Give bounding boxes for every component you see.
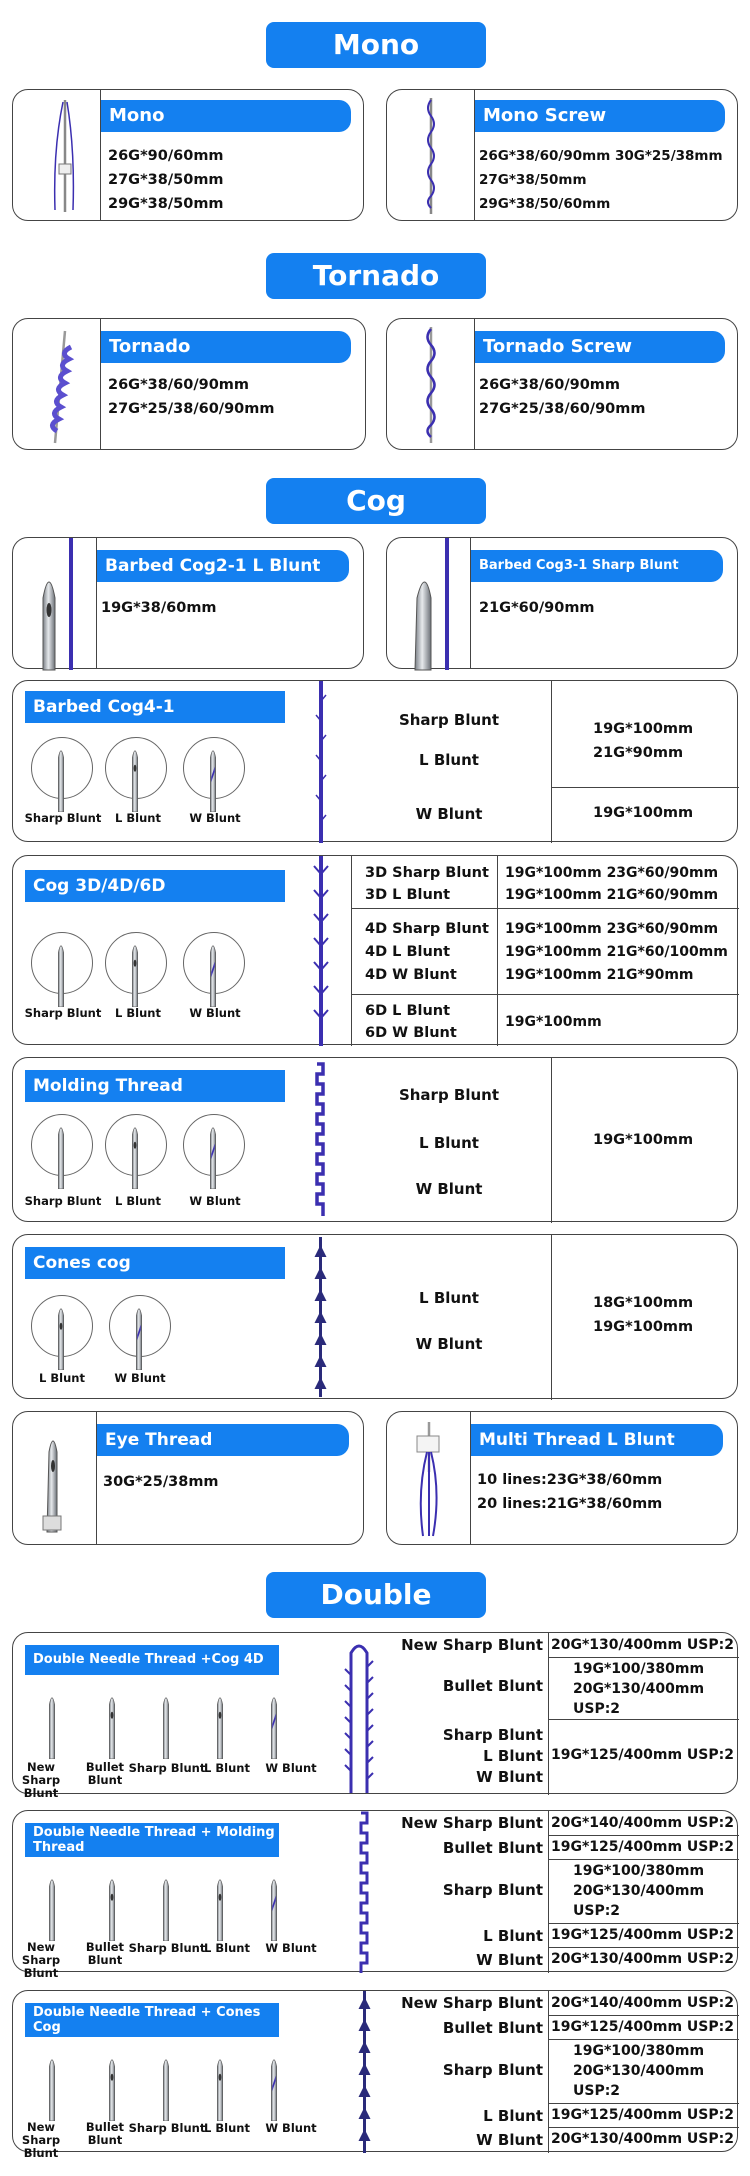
spec-line: 19G*100mm 23G*60/90mm <box>505 921 719 937</box>
type-w-blunt: W Blunt <box>476 1951 543 1969</box>
double-needle-molding-card <box>12 1810 738 1980</box>
spec-line: 20G*140/400mm USP:2 <box>551 1995 734 2011</box>
tornado-screw-spec-list <box>479 373 645 421</box>
multi-thread-card <box>386 1411 738 1545</box>
tip-caption: Sharp Blunt <box>24 811 102 825</box>
tip-caption: W Blunt <box>265 1941 317 1955</box>
tip-caption: W Blunt <box>189 1194 241 1208</box>
type-name: 3D Sharp Blunt <box>365 865 489 881</box>
needle-tip-icon <box>106 933 168 995</box>
type-name: 4D Sharp Blunt <box>365 921 489 937</box>
tip-caption: New Sharp Blunt <box>21 1940 61 1980</box>
needle-tip-icon <box>106 738 168 800</box>
molding-thread-icon <box>309 1062 333 1222</box>
spec-line: 19G*100/380mm <box>573 1661 705 1677</box>
cog4d-row-names <box>365 918 489 987</box>
spec-line: 19G*125/400mm USP:2 <box>551 1747 734 1763</box>
divider <box>351 994 739 995</box>
cog4d-row-specs <box>505 918 728 987</box>
needle-tips-row <box>31 1871 283 1941</box>
double-needle-cog4d-label: Double Needle Thread +Cog 4D <box>25 1645 279 1675</box>
barbed-cog31-needle-icon <box>387 538 471 670</box>
molding-tip-l <box>105 1114 167 1176</box>
mono-thread-icon <box>13 90 101 222</box>
double-needle-cog4d-card <box>12 1632 738 1800</box>
cog-3d4d6d-card <box>12 855 738 1045</box>
tip-caption: Bullet Blunt <box>85 2120 125 2147</box>
type-w-blunt: W Blunt <box>415 1335 483 1353</box>
spec-line: 29G*38/50/60mm <box>479 196 611 212</box>
mono-screw-spec-list <box>479 144 723 216</box>
cones-cog-label: Cones cog <box>25 1247 285 1279</box>
spec-line: USP:2 <box>573 1701 621 1717</box>
tip-caption: Sharp Blunt <box>24 1194 102 1208</box>
divider <box>548 1719 739 1720</box>
divider <box>548 2127 739 2128</box>
needle-tip-icon <box>32 933 94 995</box>
barbed-thread-icon <box>313 681 329 843</box>
type-l-blunt: L Blunt <box>419 1289 479 1307</box>
multi-thread-spec-list <box>477 1468 662 1516</box>
divider <box>548 1947 739 1948</box>
spec-line: 29G*38/50mm <box>108 196 224 212</box>
tornado-label: Tornado <box>101 331 351 363</box>
needle-tips-row <box>31 2051 283 2121</box>
spec-line: USP:2 <box>573 2083 621 2099</box>
section-title-mono: Mono <box>266 22 486 68</box>
eye-thread-spec: 30G*25/38mm <box>103 1474 219 1490</box>
tip-caption: W Blunt <box>189 811 241 825</box>
mono-screw-card <box>386 89 738 221</box>
mono-screw-label: Mono Screw <box>475 100 725 132</box>
tip-caption: W Blunt <box>114 1371 166 1385</box>
tip-caption: Sharp Blunt <box>128 2121 206 2135</box>
eye-thread-needle-icon <box>13 1412 97 1546</box>
tornado-thread-icon <box>13 319 101 451</box>
cones-tip-w <box>109 1295 171 1357</box>
type-bullet-blunt: Bullet Blunt <box>442 1839 543 1857</box>
spec-line: 19G*100/380mm <box>573 2043 705 2059</box>
tip-caption: New Sharp Blunt <box>21 2120 61 2160</box>
cog3d-tip-sharp <box>31 932 93 994</box>
multi-thread-image <box>387 1412 471 1544</box>
tip-caption: W Blunt <box>189 1006 241 1020</box>
barbed-cog41-label: Barbed Cog4-1 <box>25 691 285 723</box>
eye-thread-label: Eye Thread <box>97 1424 349 1456</box>
spec-line: 26G*38/60/90mm <box>479 377 621 393</box>
spec-line: 20G*130/400mm <box>573 2063 705 2079</box>
barbed-cog31-card <box>386 537 738 669</box>
type-new-sharp-blunt: New Sharp Blunt <box>401 1814 543 1832</box>
molding-tip-w <box>183 1114 245 1176</box>
grouped-type-names <box>353 1725 543 1788</box>
barbed-cog31-spec: 21G*60/90mm <box>479 600 595 616</box>
spec-line: 19G*100mm <box>593 1319 694 1335</box>
type-sharp-blunt: Sharp Blunt <box>398 1086 500 1104</box>
tip-caption: L Blunt <box>115 1194 161 1208</box>
needle-tip-icon <box>184 933 246 995</box>
spec-line: USP:2 <box>573 1903 621 1919</box>
divider <box>497 856 498 1046</box>
spec-line: 18G*100mm <box>593 1295 694 1311</box>
divider <box>351 908 739 909</box>
type-name: 6D W Blunt <box>365 1025 457 1041</box>
type-l-blunt: L Blunt <box>483 2107 543 2125</box>
type-new-sharp-blunt: New Sharp Blunt <box>401 1636 543 1654</box>
mono-screw-thread-icon <box>387 90 475 222</box>
tip-caption: L Blunt <box>204 1761 250 1775</box>
divider <box>548 2103 739 2104</box>
type-sharp-blunt: Sharp Blunt <box>442 2061 543 2079</box>
molding-spec: 19G*100mm <box>593 1132 694 1148</box>
spec-line: 20G*140/400mm USP:2 <box>551 1815 734 1831</box>
type-w-blunt: W Blunt <box>415 805 483 823</box>
tip-caption: W Blunt <box>265 2121 317 2135</box>
type-new-sharp-blunt: New Sharp Blunt <box>401 1994 543 2012</box>
divider <box>548 1657 739 1658</box>
cones-tip-l <box>31 1295 93 1357</box>
needle-tip-icon <box>184 1115 246 1177</box>
tip-caption: Sharp Blunt <box>24 1006 102 1020</box>
spec-line: 26G*38/60/90mm 30G*25/38mm <box>479 148 723 164</box>
multi-thread-label: Multi Thread L Blunt <box>471 1424 723 1456</box>
sharp-spec-list <box>573 2041 704 2101</box>
spec-line: 19G*100mm 21G*60/100mm <box>505 944 728 960</box>
eye-thread-card <box>12 1411 364 1545</box>
mono-card <box>12 89 364 221</box>
mono-image <box>13 90 101 220</box>
type-w-blunt: W Blunt <box>476 2131 543 2149</box>
cog3d-row-names <box>365 862 489 906</box>
spec-line: 20G*130/400mm USP:2 <box>551 1951 734 1967</box>
tip-caption: Bullet Blunt <box>85 1940 125 1967</box>
cog-3d-thread-icon <box>311 856 331 1046</box>
barbed-cog41-spec2: 19G*100mm <box>593 805 694 821</box>
type-name: 4D W Blunt <box>365 967 457 983</box>
molding-tip-sharp <box>31 1114 93 1176</box>
type-name: W Blunt <box>476 1768 543 1786</box>
type-l-blunt: L Blunt <box>419 751 479 769</box>
bullet-spec-list <box>573 1659 704 1719</box>
cog6d-row-spec: 19G*100mm <box>505 1014 602 1030</box>
cones-thread-icon <box>309 1237 333 1397</box>
divider <box>548 1859 739 1860</box>
section-title-double-needle: Double <box>266 1572 486 1618</box>
needle-tip-icon <box>32 1115 94 1177</box>
spec-line: 27G*25/38/60/90mm <box>108 401 275 417</box>
multi-thread-icon <box>387 1412 471 1546</box>
mono-spec-list <box>108 144 224 216</box>
section-title-tornado: Tornado <box>266 253 486 299</box>
barbed-cog31-label: Barbed Cog3-1 Sharp Blunt <box>471 550 723 582</box>
spec-line: 10 lines:23G*38/60mm <box>477 1472 663 1488</box>
barbed-cog21-card <box>12 537 364 669</box>
spec-line: 19G*125/400mm USP:2 <box>551 2107 734 2123</box>
tip-caption: Sharp Blunt <box>128 1941 206 1955</box>
type-sharp-blunt: Sharp Blunt <box>442 1881 543 1899</box>
needle-tip-icon <box>110 1296 172 1358</box>
divider <box>548 2015 739 2016</box>
tip-caption: Sharp Blunt <box>128 1761 206 1775</box>
type-sharp-blunt: Sharp Blunt <box>398 711 500 729</box>
barbed-cog21-spec: 19G*38/60mm <box>101 600 217 616</box>
spec-line: 19G*100mm 21G*60/90mm <box>505 887 719 903</box>
tip-caption: L Blunt <box>115 1006 161 1020</box>
needle-tip-icon <box>32 738 94 800</box>
barbed-cog41-spec1 <box>593 717 693 765</box>
molding-thread-card <box>12 1057 738 1222</box>
tornado-screw-card <box>386 318 738 450</box>
tornado-image <box>13 319 101 449</box>
divider <box>551 1235 552 1400</box>
tip-caption: L Blunt <box>39 1371 85 1385</box>
type-name: 4D L Blunt <box>365 944 451 960</box>
spec-line: 20G*130/400mm <box>573 1883 705 1899</box>
mono-label: Mono <box>101 100 351 132</box>
divider <box>548 1835 739 1836</box>
cog-3d4d6d-label: Cog 3D/4D/6D <box>25 870 285 902</box>
tip-caption: New Sharp Blunt <box>21 1760 61 1800</box>
needle-tip-icon <box>106 1115 168 1177</box>
spec-line: 19G*125/400mm USP:2 <box>551 1839 734 1855</box>
spec-line: 19G*100mm <box>593 721 694 737</box>
tip-caption: L Blunt <box>204 1941 250 1955</box>
tip-caption: W Blunt <box>265 1761 317 1775</box>
tip-caption: L Blunt <box>204 2121 250 2135</box>
type-l-blunt: L Blunt <box>419 1134 479 1152</box>
needle-tip-icon <box>184 738 246 800</box>
needle-tips-row <box>31 1689 283 1759</box>
tip-caption: Bullet Blunt <box>85 1760 125 1787</box>
type-l-blunt: L Blunt <box>483 1927 543 1945</box>
barbed-cog21-label: Barbed Cog2-1 L Blunt <box>97 550 349 582</box>
type-bullet-blunt: Bullet Blunt <box>442 2019 543 2037</box>
spec-line: 19G*100mm 21G*90mm <box>505 967 694 983</box>
molding-thread-label: Molding Thread <box>25 1070 285 1102</box>
barbed-cog41-tip-sharp <box>31 737 93 799</box>
mono-screw-image <box>387 90 475 220</box>
spec-line: 19G*100mm 23G*60/90mm <box>505 865 719 881</box>
spec-line: 20 lines:21G*38/60mm <box>477 1496 663 1512</box>
sharp-spec-list <box>573 1861 704 1921</box>
double-needle-cones-label: Double Needle Thread + Cones Cog <box>25 2003 279 2037</box>
double-needle-molding-label: Double Needle Thread + Molding Thread <box>25 1823 279 1857</box>
type-w-blunt: W Blunt <box>415 1180 483 1198</box>
spec-line: 20G*130/400mm <box>573 1681 705 1697</box>
cones-spec-list <box>593 1291 693 1339</box>
spec-line: 27G*38/50mm <box>108 172 224 188</box>
tip-caption: L Blunt <box>115 811 161 825</box>
divider <box>351 856 352 1046</box>
needle-tip-icon <box>32 1296 94 1358</box>
divider <box>548 1923 739 1924</box>
divider <box>548 2039 739 2040</box>
spec-line: 20G*130/400mm USP:2 <box>551 2131 734 2147</box>
cog6d-row-names <box>365 1000 457 1044</box>
divider <box>551 681 552 843</box>
cog3d-row-specs <box>505 862 718 906</box>
type-name: Sharp Blunt <box>442 1726 543 1744</box>
barbed-cog31-image <box>387 538 471 668</box>
barbed-cog41-tip-l <box>105 737 167 799</box>
spec-line: 19G*100/380mm <box>573 1863 705 1879</box>
divider <box>551 787 739 788</box>
double-needle-cones-card <box>12 1990 738 2160</box>
barbed-cog41-card <box>12 680 738 842</box>
barbed-cog21-needle-icon <box>13 538 97 670</box>
barbed-cog41-tip-w <box>183 737 245 799</box>
spec-line: 19G*125/400mm USP:2 <box>551 1927 734 1943</box>
eye-thread-image <box>13 1412 97 1544</box>
spec-line: 26G*38/60/90mm <box>108 377 250 393</box>
spec-line: 27G*25/38/60/90mm <box>479 401 646 417</box>
tornado-screw-label: Tornado Screw <box>475 331 725 363</box>
cog3d-tip-l <box>105 932 167 994</box>
section-title-cog: Cog <box>266 478 486 524</box>
cones-cog-card <box>12 1234 738 1399</box>
spec-line: 27G*38/50mm <box>479 172 587 188</box>
spec-line: 21G*90mm <box>593 745 684 761</box>
barbed-cog21-image <box>13 538 97 668</box>
tornado-card <box>12 318 366 450</box>
type-name: L Blunt <box>483 1747 543 1765</box>
type-name: 6D L Blunt <box>365 1003 451 1019</box>
spec-line: 19G*125/400mm USP:2 <box>551 2019 734 2035</box>
tornado-spec-list <box>108 373 274 421</box>
divider <box>551 1058 552 1223</box>
cog3d-tip-w <box>183 932 245 994</box>
type-bullet-blunt: Bullet Blunt <box>442 1677 543 1695</box>
tornado-screw-image <box>387 319 475 449</box>
spec-line: 26G*90/60mm <box>108 148 224 164</box>
tornado-screw-thread-icon <box>387 319 475 451</box>
spec-line: 20G*130/400mm USP:2 <box>551 1637 734 1653</box>
type-name: 3D L Blunt <box>365 887 451 903</box>
